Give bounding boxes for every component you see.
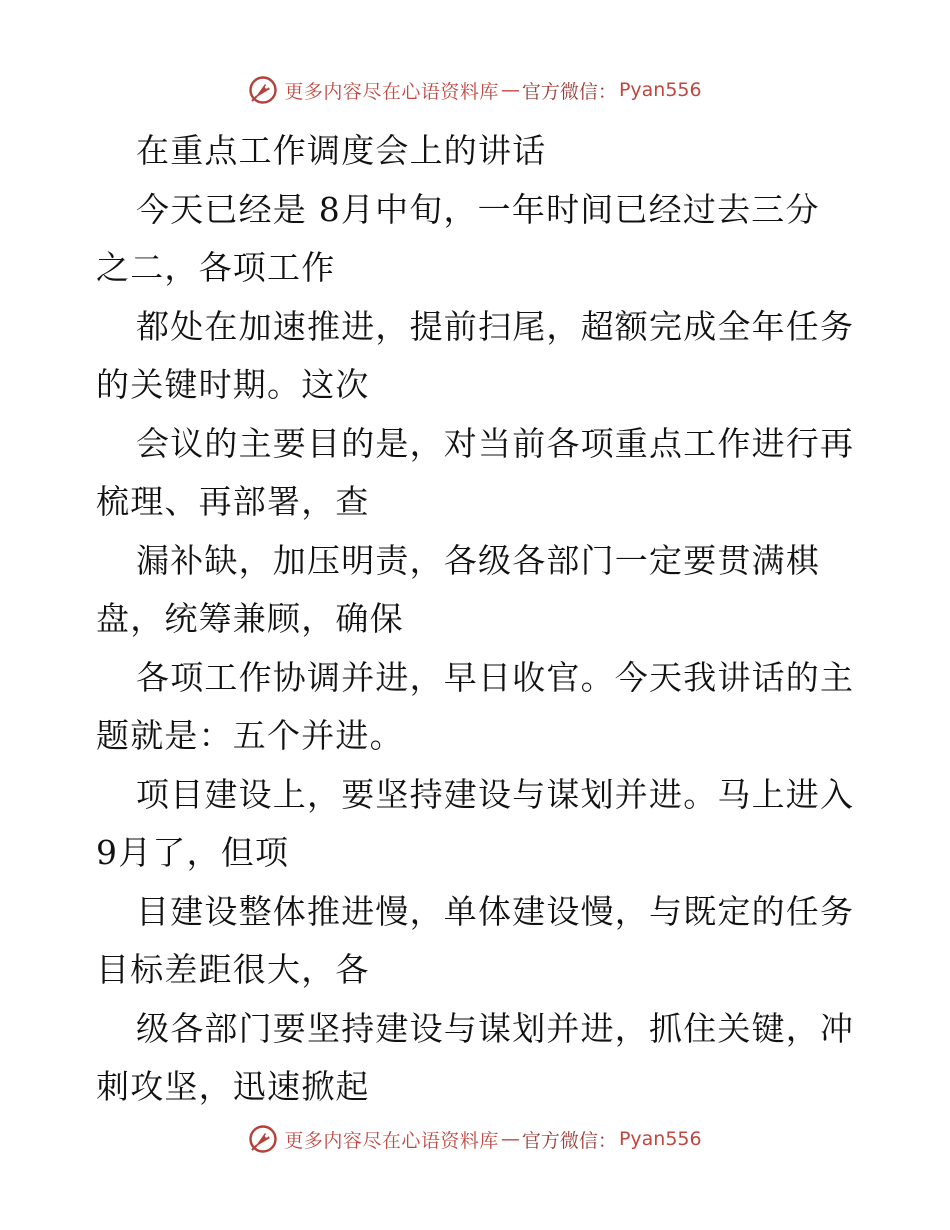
document-line: 今天已经是 8月中旬，一年时间已经过去三分 <box>136 189 820 229</box>
document-line: 的关键时期。这次 <box>96 365 370 404</box>
document-line: 会议的主要目的是，对当前各项重点工作进行再 <box>136 423 855 463</box>
footer-wechat-id: Pyan556 <box>618 1128 702 1150</box>
document-line: 梳理、再部署，查 <box>96 482 370 521</box>
footer-separator: — <box>500 1128 520 1150</box>
header-site-name: 更多内容尽在心语资料库 <box>284 80 499 103</box>
document-line: 目标差距很大，各 <box>96 950 370 989</box>
document-line: 级各部门要坚持建设与谋划并进，抓住关键，冲 <box>136 1008 855 1048</box>
pen-nib-logo-icon <box>248 1124 278 1154</box>
document-line: 刺攻坚，迅速掀起 <box>96 1067 370 1106</box>
document-body <box>96 122 856 1117</box>
document-line: 之二，各项工作 <box>96 248 336 287</box>
footer-banner <box>0 1119 950 1159</box>
document-line: 都处在加速推进，提前扫尾，超额完成全年任务 <box>136 306 855 346</box>
document-line: 9月了，但项 <box>96 833 290 872</box>
document-line: 目建设整体推进慢，单体建设慢，与既定的任务 <box>136 891 855 931</box>
footer-wechat-label: 官方微信： <box>521 1129 617 1152</box>
document-title: 在重点工作调度会上的讲话 <box>136 131 547 170</box>
header-wechat-label: 官方微信： <box>521 80 617 103</box>
header-separator: — <box>500 79 520 101</box>
document-line: 项目建设上，要坚持建设与谋划并进。马上进入 <box>136 774 855 814</box>
document-line: 题就是：五个并进。 <box>96 716 404 755</box>
document-line: 漏补缺，加压明责，各级各部门一定要贯满棋 <box>136 540 820 580</box>
footer-site-name: 更多内容尽在心语资料库 <box>284 1129 499 1152</box>
document-line: 各项工作协调并进，早日收官。今天我讲话的主 <box>136 657 855 697</box>
pen-nib-logo-icon <box>248 75 278 105</box>
document-line: 盘，统筹兼顾，确保 <box>96 599 404 638</box>
header-banner <box>0 70 950 110</box>
header-wechat-id: Pyan556 <box>618 79 702 101</box>
